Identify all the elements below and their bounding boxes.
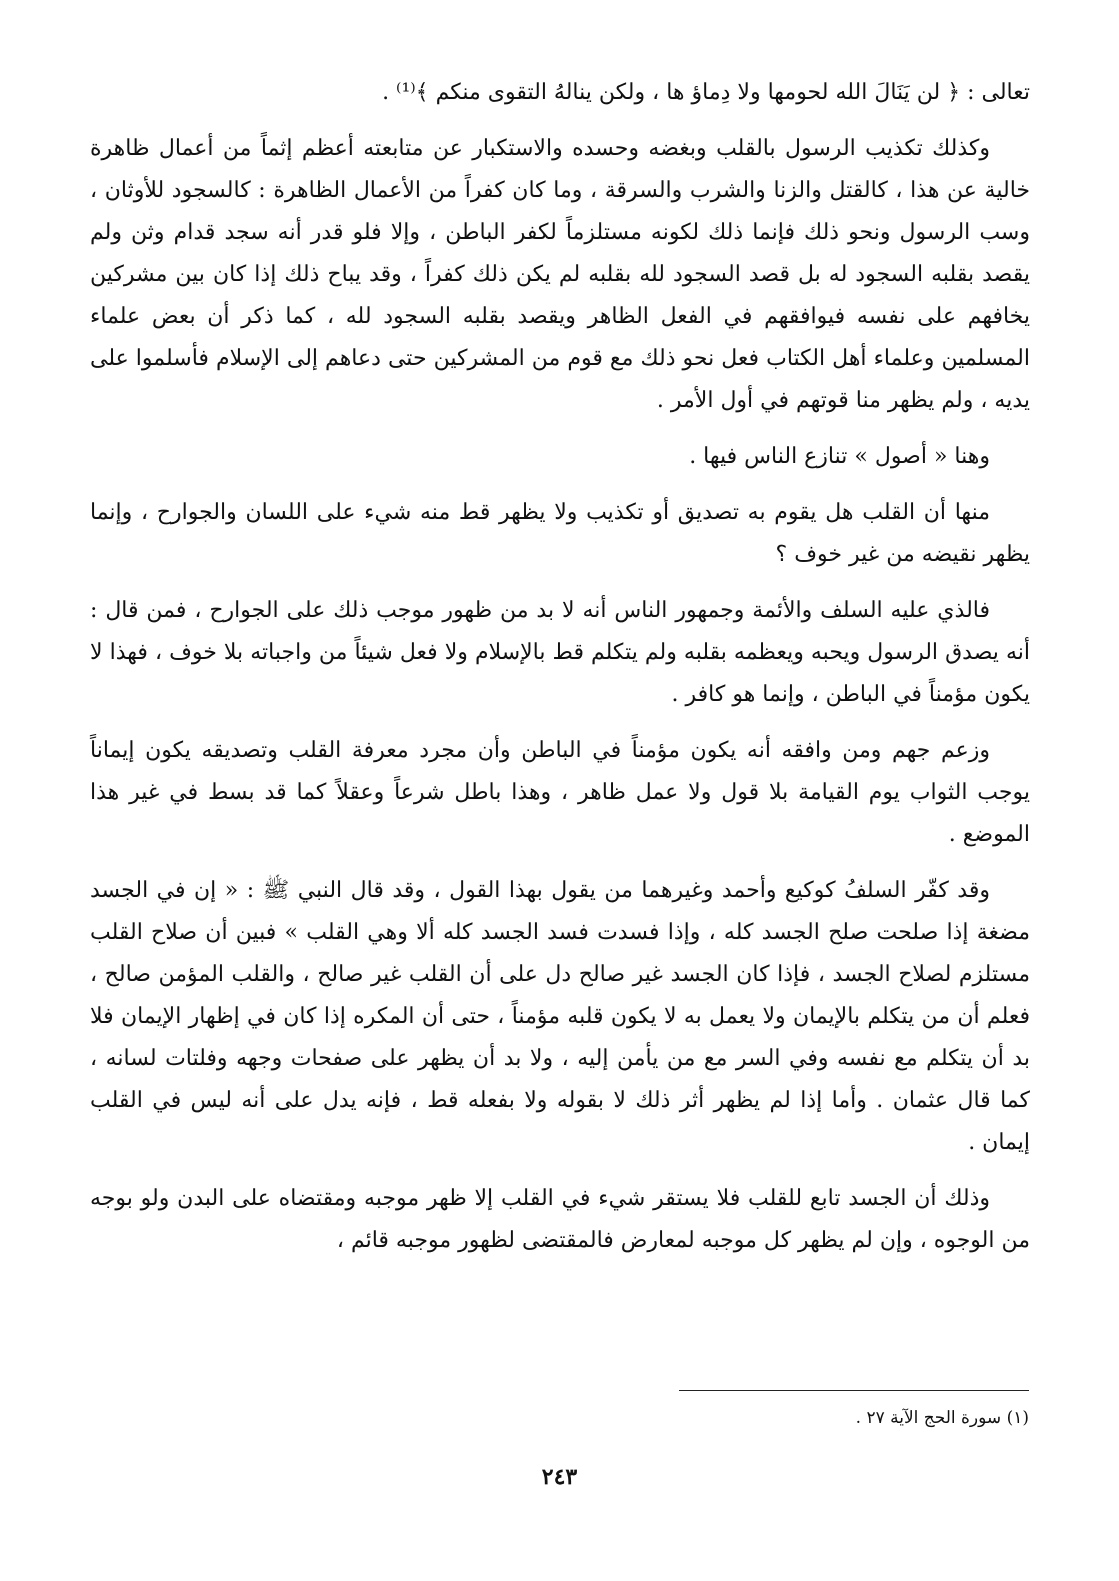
- footnote: (١) سورة الحج الآية ٢٧ .: [855, 1408, 1029, 1428]
- paragraph-7: وقد كفّر السلفُ كوكيع وأحمد وغيرهما من يقول بهذا القول ، وقد قال النبي ﷺ : « إن في الجسد مضغة إذا صلحت صلح الجسد كله ، وإذا فسدت فسد الجسد كله ألا وهي القلب » فبين أن صلاح القلب مستلزم لصلاح الجسد ، فإذا كان الجسد غير صالح دل على أن القلب غير صالح ، والقلب المؤمن صالح ، فعلم أن من يتكلم بالإيمان ولا يعمل به لا يكون قلبه مؤمناً ، حتى أن المكره إذا كان في إظهار الإيمان فلا بد أن يتكلم مع نفسه وفي السر مع من يأمن إليه ، ولا بد أن يظهر على صفحات وجهه وفلتات لسانه ، كما قال عثمان . وأما إذا لم يظهر أثر ذلك لا بقوله ولا بفعله قط ، فإنه يدل على أنه ليس في القلب إيمان .: [90, 878, 1030, 1155]
- paragraph-5: فالذي عليه السلف والأئمة وجمهور الناس أنه لا بد من ظهور موجب ذلك على الجوارح ، فمن قال : أنه يصدق الرسول ويحبه ويعظمه بقلبه ولم يتكلم قط بالإسلام ولا فعل شيئاً من واجباته بلا خوف ، فهذا لا يكون مؤمناً في الباطن ، وإنما هو كافر .: [90, 598, 1030, 707]
- paragraph-1: تعالى : ﴿ لن يَنَالَ الله لحومها ولا دِماؤ ها ، ولكن ينالهُ التقوى منكم ﴾⁽¹⁾ .: [382, 80, 1030, 105]
- paragraph-8: وذلك أن الجسد تابع للقلب فلا يستقر شيء في القلب إلا ظهر موجبه ومقتضاه على البدن ولو بوجه من الوجوه ، وإن لم يظهر كل موجبه لمعارض فالمقتضى لظهور موجبه قائم ،: [90, 1186, 1030, 1253]
- paragraph-6: وزعم جهم ومن وافقه أنه يكون مؤمناً في الباطن وأن مجرد معرفة القلب وتصديقه يكون إيماناً يوجب الثواب يوم القيامة بلا قول ولا عمل ظاهر ، وهذا باطل شرعاً وعقلاً كما قد بسط في غير هذا الموضع .: [90, 738, 1030, 847]
- paragraph-3: وهنا « أصول » تنازع الناس فيها .: [689, 444, 990, 469]
- page-body: [90, 72, 1030, 1276]
- page-number: ٢٤٣: [541, 1464, 578, 1490]
- footnote-divider: [679, 1390, 1029, 1391]
- paragraph-4: منها أن القلب هل يقوم به تصديق أو تكذيب ولا يظهر قط منه شيء على اللسان والجوارح ، وإنما يظهر نقيضه من غير خوف ؟: [90, 500, 1030, 567]
- paragraph-2: وكذلك تكذيب الرسول بالقلب وبغضه وحسده والاستكبار عن متابعته أعظم إثماً من أعمال ظاهرة خالية عن هذا ، كالقتل والزنا والشرب والسرقة ، وما كان كفراً من الأعمال الظاهرة : كالسجود للأوثان ، وسب الرسول ونحو ذلك فإنما ذلك لكونه مستلزماً لكفر الباطن ، وإلا فلو قدر أنه سجد قدام وثن ولم يقصد بقلبه السجود له بل قصد السجود لله بقلبه لم يكن ذلك كفراً ، وقد يباح ذلك إذا كان بين مشركين يخافهم على نفسه فيوافقهم في الفعل الظاهر ويقصد بقلبه السجود لله ، كما ذكر أن بعض علماء المسلمين وعلماء أهل الكتاب فعل نحو ذلك مع قوم من المشركين حتى دعاهم إلى الإسلام فأسلموا على يديه ، ولم يظهر منا قوتهم في أول الأمر .: [90, 136, 1030, 413]
